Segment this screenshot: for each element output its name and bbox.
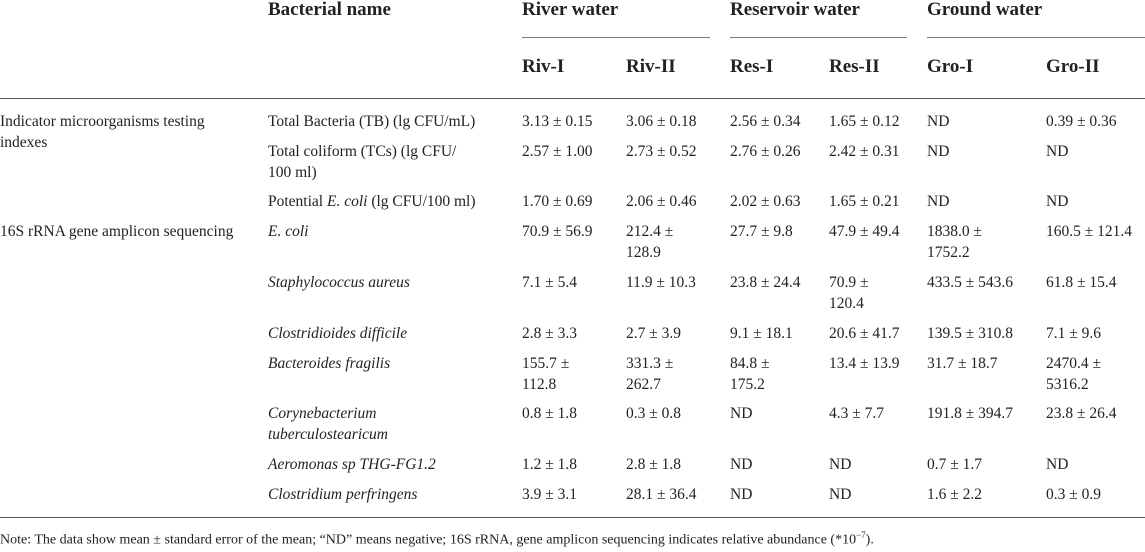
cell: ND xyxy=(927,193,950,210)
header-riv-i: Riv-I xyxy=(522,56,565,77)
cell: 212.4 ± xyxy=(626,223,674,240)
cell: 1.65 ± 0.21 xyxy=(829,193,900,210)
cell: 128.9 xyxy=(626,244,661,261)
cell: 191.8 ± 394.7 xyxy=(927,405,1014,422)
cell: 120.4 xyxy=(829,295,864,312)
row-name-line1: Corynebacterium xyxy=(268,405,377,422)
header-group-river: River water xyxy=(522,0,619,20)
cell: 0.8 ± 1.8 xyxy=(522,405,578,422)
cell: 2470.4 ± xyxy=(1046,355,1102,372)
header-bottom-rule xyxy=(0,98,1145,99)
cell: ND xyxy=(927,113,950,130)
header-riv-ii: Riv-II xyxy=(626,56,676,77)
section-sequencing: 16S rRNA gene amplicon sequencing xyxy=(0,223,234,240)
cell: ND xyxy=(1046,193,1069,210)
cell: 84.8 ± xyxy=(730,355,770,372)
cell: 3.13 ± 0.15 xyxy=(522,113,593,130)
row-name: Aeromonas sp THG-FG1.2 xyxy=(268,456,436,473)
row-name-line1: Total coliform (TCs) (lg CFU/ xyxy=(268,143,457,160)
cell: ND xyxy=(730,456,753,473)
cell: 47.9 ± 49.4 xyxy=(829,223,900,240)
row-name: E. coli xyxy=(268,223,309,240)
cell: 61.8 ± 15.4 xyxy=(1046,274,1117,291)
cell: 2.76 ± 0.26 xyxy=(730,143,801,160)
header-group-reservoir: Reservoir water xyxy=(730,0,860,20)
cell: 2.06 ± 0.46 xyxy=(626,193,697,210)
row-name: Total Bacteria (TB) (lg CFU/mL) xyxy=(268,113,476,130)
cell: 1838.0 ± xyxy=(927,223,983,240)
row-name-line2: tuberculostearicum xyxy=(268,426,388,443)
header-gro-ii: Gro-II xyxy=(1046,56,1100,77)
cell: 70.9 ± 56.9 xyxy=(522,223,593,240)
cell: 20.6 ± 41.7 xyxy=(829,325,900,342)
cell: 175.2 xyxy=(730,376,765,393)
cell: 160.5 ± 121.4 xyxy=(1046,223,1133,240)
cell: 0.7 ± 1.7 xyxy=(927,456,983,473)
cell: 13.4 ± 13.9 xyxy=(829,355,900,372)
cell: 3.06 ± 0.18 xyxy=(626,113,697,130)
cell: 2.8 ± 1.8 xyxy=(626,456,682,473)
cell: 9.1 ± 18.1 xyxy=(730,325,793,342)
cell: 2.56 ± 0.34 xyxy=(730,113,801,130)
cell: 4.3 ± 7.7 xyxy=(829,405,885,422)
cell: 1.2 ± 1.8 xyxy=(522,456,578,473)
cell: 112.8 xyxy=(522,376,557,393)
cell: 23.8 ± 24.4 xyxy=(730,274,801,291)
cell: 1.6 ± 2.2 xyxy=(927,486,983,503)
cell: 23.8 ± 26.4 xyxy=(1046,405,1117,422)
cell: 2.57 ± 1.00 xyxy=(522,143,593,160)
cell: 1.70 ± 0.69 xyxy=(522,193,593,210)
cell: ND xyxy=(927,143,950,160)
row-name: Clostridioides difficile xyxy=(268,325,408,342)
cell: 2.73 ± 0.52 xyxy=(626,143,697,160)
cell: ND xyxy=(829,486,852,503)
cell: ND xyxy=(829,456,852,473)
row-name-line2: 100 ml) xyxy=(268,164,317,181)
row-name: Bacteroides fragilis xyxy=(268,355,391,372)
header-gro-i: Gro-I xyxy=(927,56,974,77)
cell: 1752.2 xyxy=(927,244,970,261)
section-indicator-line2: indexes xyxy=(0,134,48,151)
cell: 31.7 ± 18.7 xyxy=(927,355,998,372)
cell: 3.9 ± 3.1 xyxy=(522,486,578,503)
cell: 27.7 ± 9.8 xyxy=(730,223,793,240)
river-group-rule xyxy=(522,37,710,38)
row-name: Staphylococcus aureus xyxy=(268,274,410,291)
cell: 0.39 ± 0.36 xyxy=(1046,113,1117,130)
cell: 5316.2 xyxy=(1046,376,1089,393)
cell: ND xyxy=(730,486,753,503)
header-bacterial-name: Bacterial name xyxy=(268,0,391,20)
cell: 139.5 ± 310.8 xyxy=(927,325,1014,342)
row-name: Potential E. coli (lg CFU/100 ml) xyxy=(268,193,476,210)
cell: 0.3 ± 0.8 xyxy=(626,405,682,422)
cell: 1.65 ± 0.12 xyxy=(829,113,900,130)
ground-group-rule xyxy=(927,37,1145,38)
cell: 70.9 ± xyxy=(829,274,869,291)
header-res-ii: Res-II xyxy=(829,56,880,77)
header-res-i: Res-I xyxy=(730,56,774,77)
cell: 262.7 xyxy=(626,376,661,393)
cell: 0.3 ± 0.9 xyxy=(1046,486,1102,503)
cell: ND xyxy=(1046,456,1069,473)
cell: 2.02 ± 0.63 xyxy=(730,193,801,210)
table-note: Note: The data show mean ± standard error of the mean; “ND” means negative; 16S rRNA, gene amplicon sequencing indicates relative abundance $(*10^{-7})$. xyxy=(0,530,874,548)
cell: ND xyxy=(1046,143,1069,160)
header-group-ground: Ground water xyxy=(927,0,1043,20)
cell: 2.7 ± 3.9 xyxy=(626,325,682,342)
section-indicator-line1: Indicator microorganisms testing xyxy=(0,113,205,130)
cell: 7.1 ± 5.4 xyxy=(522,274,578,291)
cell: 28.1 ± 36.4 xyxy=(626,486,697,503)
cell: 2.8 ± 3.3 xyxy=(522,325,578,342)
cell: ND xyxy=(730,405,753,422)
cell: 433.5 ± 543.6 xyxy=(927,274,1014,291)
cell: 11.9 ± 10.3 xyxy=(626,274,696,291)
cell: 2.42 ± 0.31 xyxy=(829,143,900,160)
cell: 331.3 ± xyxy=(626,355,674,372)
cell: 7.1 ± 9.6 xyxy=(1046,325,1102,342)
row-name: Clostridium perfringens xyxy=(268,486,418,503)
cell: 155.7 ± xyxy=(522,355,570,372)
reservoir-group-rule xyxy=(730,37,907,38)
table-bottom-rule xyxy=(0,517,1145,518)
